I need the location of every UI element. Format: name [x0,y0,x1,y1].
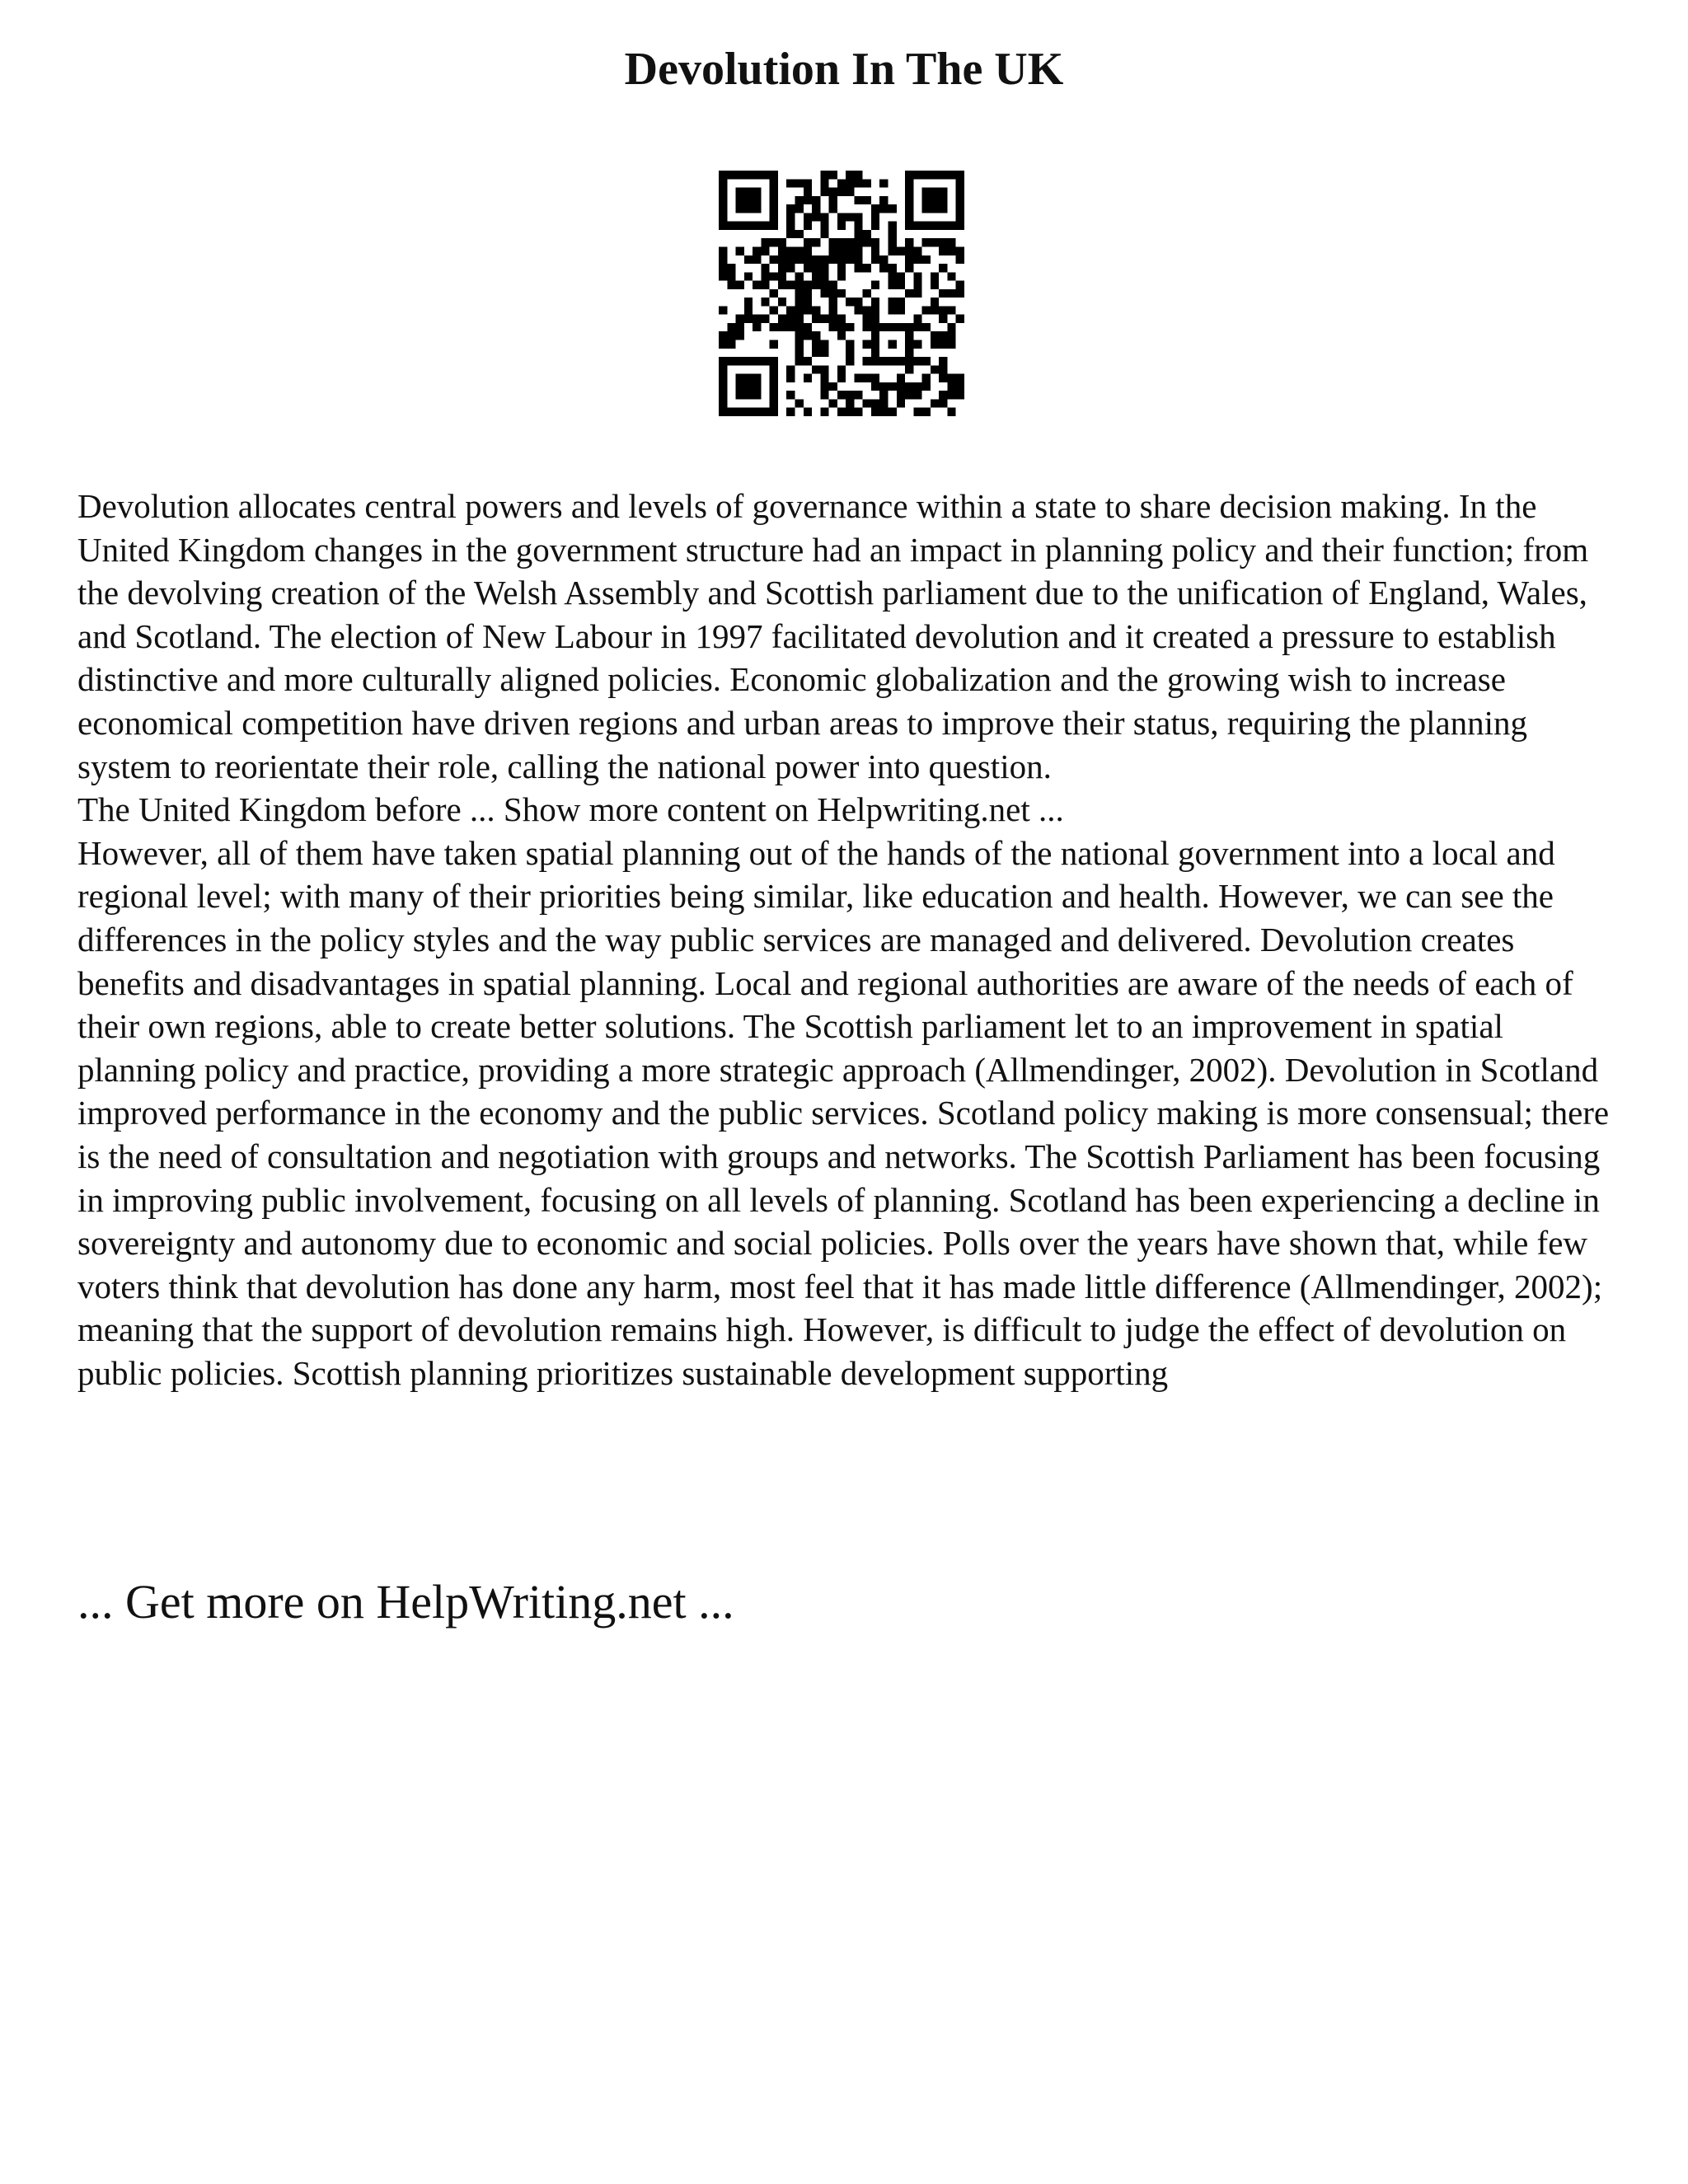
article-body [77,485,1627,1394]
qr-code-icon [719,171,964,416]
paragraph-main: However, all of them have taken spatial planning out of the hands of the national government into a local and regional level; with many of their priorities being similar, like education and health. However, we can see the differences in the policy styles and the way public services are managed and delivered. Devolution creates benefits and disadvantages in spatial planning. Local and regional authorities are aware of the needs of each of their own regions, able to create better solutions. The Scottish parliament let to an improvement in spatial planning policy and practice, providing a more strategic approach (Allmendinger, 2002). Devolution in Scotland improved performance in the economy and the public services. Scotland policy making is more consensual; there is the need of consultation and negotiation with groups and networks. The Scottish Parliament has been focusing in improving public involvement, focusing on all levels of planning. Scotland has been experiencing a decline in sovereignty and autonomy due to economic and social policies. Polls over the years have shown that, while few voters think that devolution has done any harm, most feel that it has made little difference (Allmendinger, 2002); meaning that the support of devolution remains high. However, is difficult to judge the effect of devolution on public policies. Scottish planning prioritizes sustainable development supporting [77,833,1610,1392]
get-more-link[interactable]: ... Get more on HelpWriting.net ... [77,1575,734,1629]
page-title: Devolution In The UK [624,44,1064,95]
show-more-line[interactable]: The United Kingdom before ... Show more content on Helpwriting.net ... [77,790,1064,829]
paragraph-intro: Devolution allocates central powers and levels of governance within a state to share decision making. In the United Kingdom changes in the government structure had an impact in planning policy and their function; from the devolving creation of the Welsh Assembly and Scottish parliament due to the unification of England, Wales, and Scotland. The election of New Labour in 1997 facilitated devolution and it created a pressure to establish distinctive and more culturally aligned policies. Economic globalization and the growing wish to increase economical competition have driven regions and urban areas to improve their status, requiring the planning system to reorientate their role, calling the national power into question. [77,487,1589,785]
